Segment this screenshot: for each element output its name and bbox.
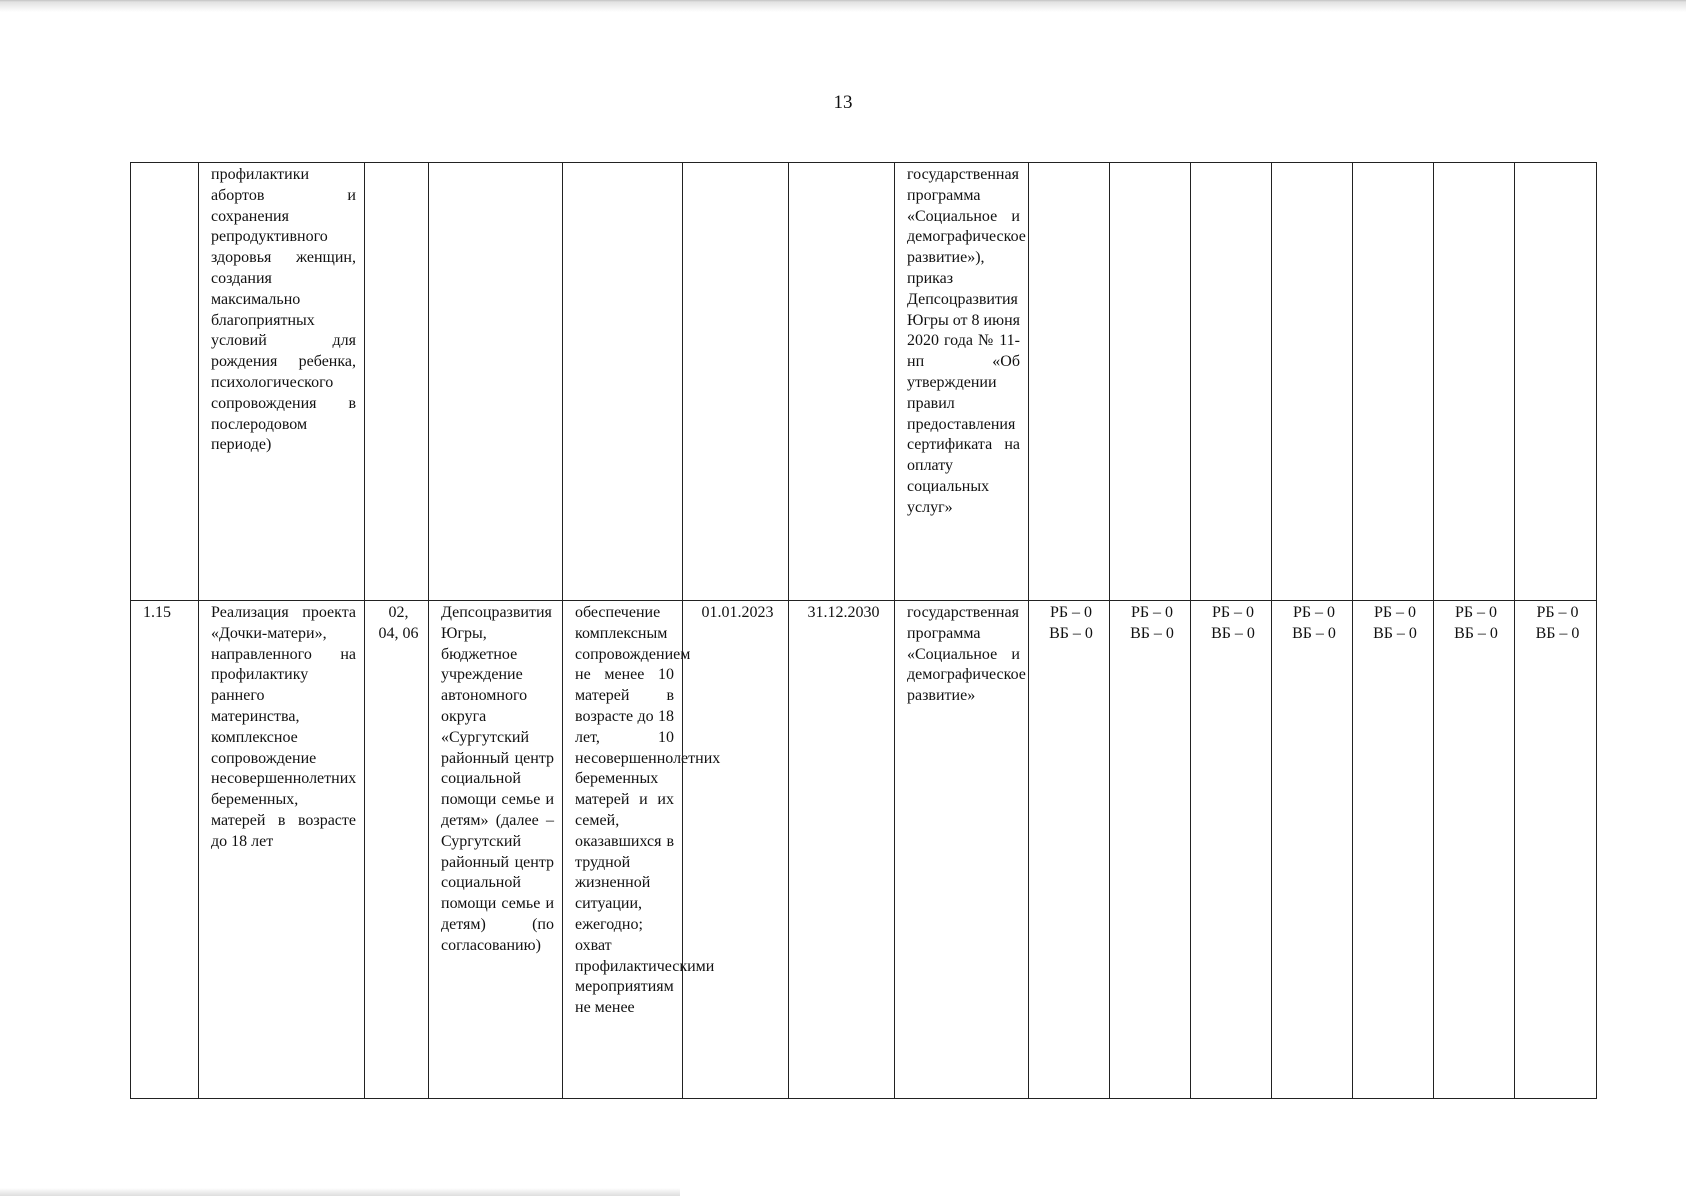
cell-funding (1353, 163, 1434, 601)
funding-vb: ВБ – 0 (1049, 624, 1093, 642)
cell-funding (1110, 163, 1191, 601)
funding-rb: РБ – 0 (1536, 604, 1579, 621)
funding-vb: ВБ – 0 (1535, 624, 1580, 642)
cell-result: обеспечение комплексным сопровождением не менее 10 матерей в возрасте до 18 лет, 10 несовершеннолетних беременных матерей и их семей, оказавшихся в трудной жизненной ситуации, ежегодно; охват профилактическими мероприятиям не менее (563, 601, 683, 1099)
cell-executor (429, 163, 563, 601)
cell-result (563, 163, 683, 601)
funding-rb: РБ – 0 (1373, 604, 1417, 621)
cell-executor: Депсоцразвития Югры, бюджетное учреждение автономного округа «Сургутский районный центр социальной помощи семье и детям» (далее – Сургутский районный центр социальной помощи семье и детям) (по согласованию) (429, 601, 563, 1099)
cell-event: профилактики абортов и сохранения репродуктивного здоровья женщин, создания максимально благоприятных условий для рождения ребенка, психологического сопровождения в послеродовом периоде) (199, 163, 365, 601)
cell-funding (1434, 601, 1515, 1099)
cell-event: Реализация проекта «Дочки-матери», направленного на профилактику раннего материнства, комплексное сопровождение несовершеннолетних беременных, матерей в возрасте до 18 лет (199, 601, 365, 1099)
cell-funding (1191, 601, 1272, 1099)
funding-vb: ВБ – 0 (1211, 624, 1255, 642)
funding-rb: РБ – 0 (1211, 604, 1255, 621)
cell-funding (1191, 163, 1272, 601)
scan-edge-top (0, 0, 1686, 14)
cell-funding (1434, 163, 1515, 601)
page-number: 13 (833, 92, 853, 113)
cell-funding (1029, 601, 1110, 1099)
cell-end-date: 31.12.2030 (789, 601, 895, 1099)
cell-funding (1110, 601, 1191, 1099)
cell-number: 1.15 (131, 601, 199, 1099)
funding-rb: РБ – 0 (1454, 604, 1498, 621)
cell-number (131, 163, 199, 601)
cell-end-date (789, 163, 895, 601)
funding-vb: ВБ – 0 (1454, 624, 1498, 642)
table-row (131, 163, 1597, 601)
funding-vb: ВБ – 0 (1373, 624, 1417, 642)
cell-codes: 02, 04, 06 (365, 601, 429, 1099)
funding-vb: ВБ – 0 (1130, 624, 1174, 642)
scan-edge-bottom (0, 1188, 680, 1196)
cell-funding (1515, 601, 1597, 1099)
cell-funding (1029, 163, 1110, 601)
cell-funding (1353, 601, 1434, 1099)
cell-start-date (683, 163, 789, 601)
cell-codes (365, 163, 429, 601)
measures-table (130, 162, 1597, 1099)
cell-funding (1272, 601, 1353, 1099)
cell-funding (1515, 163, 1597, 601)
funding-rb: РБ – 0 (1130, 604, 1174, 621)
funding-rb: РБ – 0 (1292, 604, 1336, 621)
cell-start-date: 01.01.2023 (683, 601, 789, 1099)
cell-basis: государственная программа «Социальное и демографическое развитие»), приказ Депсоцразвития Югры от 8 июня 2020 года № 11-нп «Об утверждении правил предоставления сертификата на оплату социальных услуг» (895, 163, 1029, 601)
funding-rb: РБ – 0 (1049, 604, 1093, 621)
cell-funding (1272, 163, 1353, 601)
funding-vb: ВБ – 0 (1292, 624, 1336, 642)
cell-basis: государственная программа «Социальное и демографическое развитие» (895, 601, 1029, 1099)
table-row (131, 601, 1597, 1099)
